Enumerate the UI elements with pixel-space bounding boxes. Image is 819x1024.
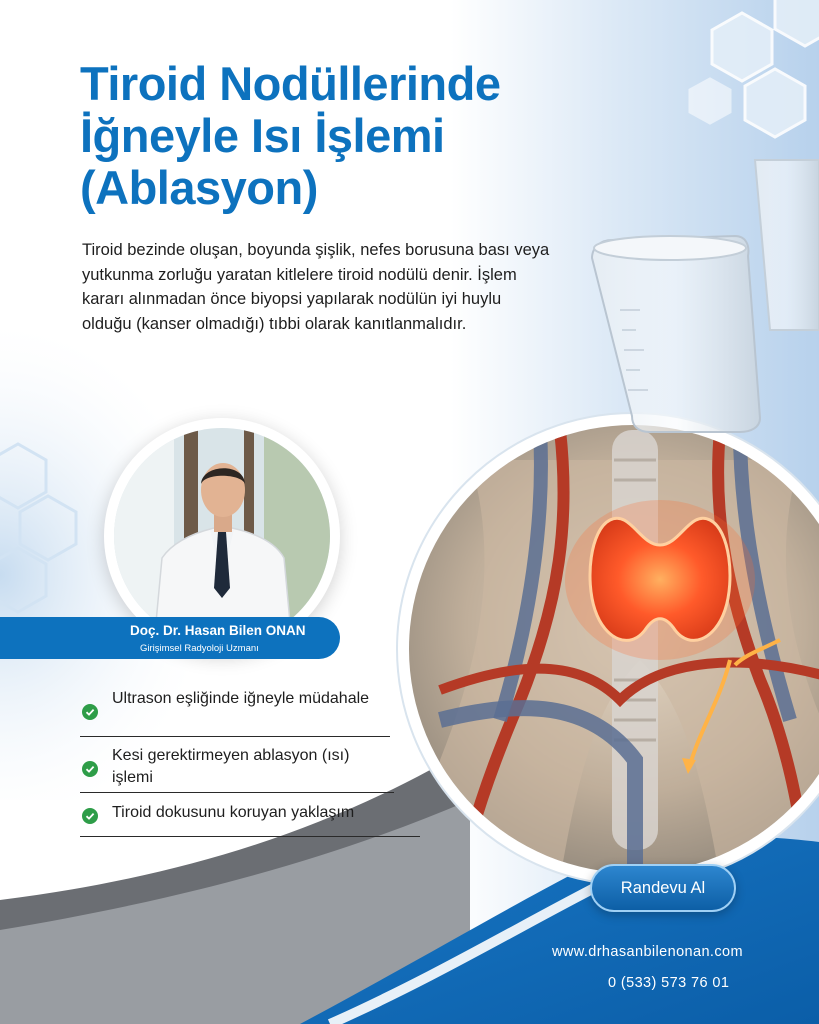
feature-item xyxy=(80,745,394,793)
feature-item xyxy=(80,802,420,837)
intro-paragraph: Tiroid bezinde oluşan, boyunda şişlik, nefes borusuna bası veya yutkunma zorluğu yaratan kitlelere tiroid nodülü denir. İşlem kararı alınmadan önce biyopsi yapılarak nodülün iyi huylu olduğu (kanser olmadığı) tıbbi olarak kanıtlanmalıdır. xyxy=(82,241,550,333)
website-link[interactable]: www.drhasanbilenonan.com xyxy=(552,944,743,960)
feature-list xyxy=(80,688,420,837)
title-line-3: (Ablasyon) xyxy=(80,161,318,214)
feature-label: Kesi gerektirmeyen ablasyon (ısı) işlemi xyxy=(112,747,350,786)
phone-number[interactable]: 0 (533) 573 76 01 xyxy=(608,975,730,991)
feature-label: Ultrason eşliğinde iğneyle müdahale xyxy=(112,690,370,707)
title-line-1: Tiroid Nodüllerinde xyxy=(80,57,501,110)
doctor-name-banner xyxy=(0,617,340,659)
page-title xyxy=(80,58,600,214)
appointment-button[interactable]: Randevu Al xyxy=(590,864,736,912)
feature-label: Tiroid dokusunu koruyan yaklaşım xyxy=(112,804,355,821)
check-circle-icon xyxy=(82,808,98,824)
doctor-photo xyxy=(114,428,330,644)
check-circle-icon xyxy=(82,704,98,720)
title-line-2: İğneyle Isı İşlemi xyxy=(80,109,445,162)
doctor-name: Doç. Dr. Hasan Bilen ONAN xyxy=(130,623,306,638)
feature-item xyxy=(80,688,390,737)
check-circle-icon xyxy=(82,761,98,777)
doctor-title: Girişimsel Radyoloji Uzmanı xyxy=(140,643,259,654)
